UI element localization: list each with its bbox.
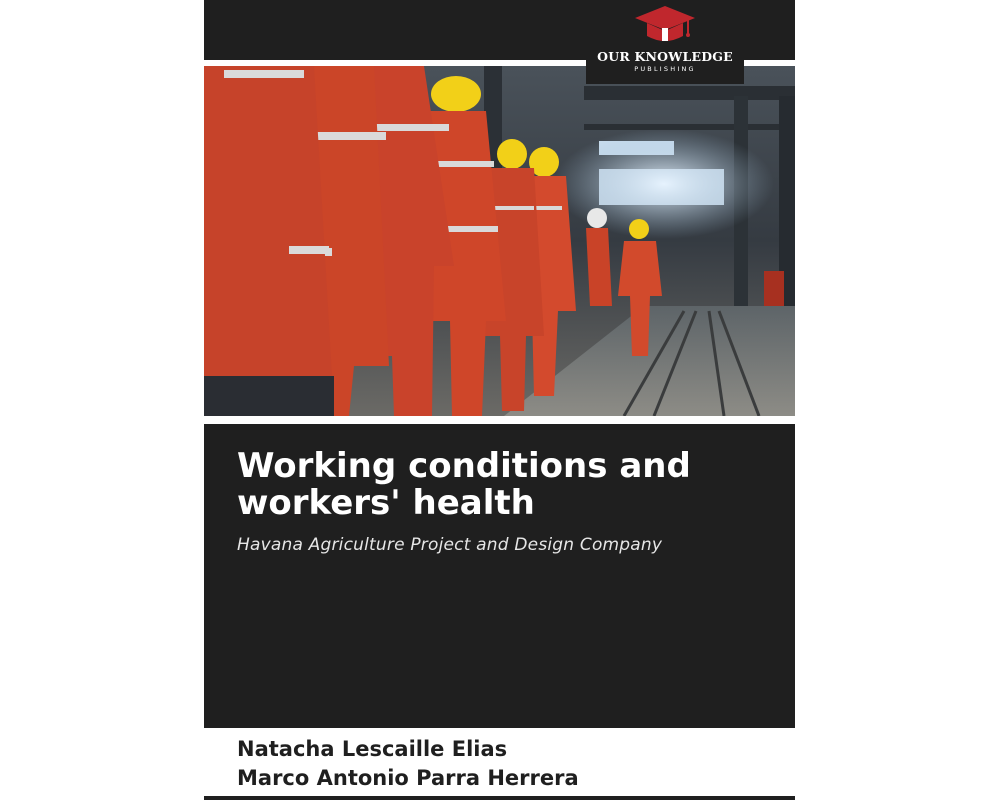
author-name: Natacha Lescaille Elias — [237, 737, 508, 761]
publisher-name: OUR KNOWLEDGE — [597, 49, 733, 64]
book-cover — [204, 0, 795, 800]
publisher-subname: PUBLISHING — [634, 65, 696, 73]
book-subtitle: Havana Agriculture Project and Design Company — [237, 535, 663, 555]
book-title: Working conditions and workers' health — [237, 446, 691, 523]
author-name: Marco Antonio Parra Herrera — [237, 766, 579, 790]
bottom-divider — [204, 796, 795, 800]
title-block — [204, 424, 795, 728]
workers-photo — [204, 66, 795, 416]
graduation-cap-icon — [633, 4, 697, 48]
cover-photo — [204, 66, 795, 416]
author-list — [237, 735, 777, 793]
publisher-logo — [586, 0, 744, 84]
